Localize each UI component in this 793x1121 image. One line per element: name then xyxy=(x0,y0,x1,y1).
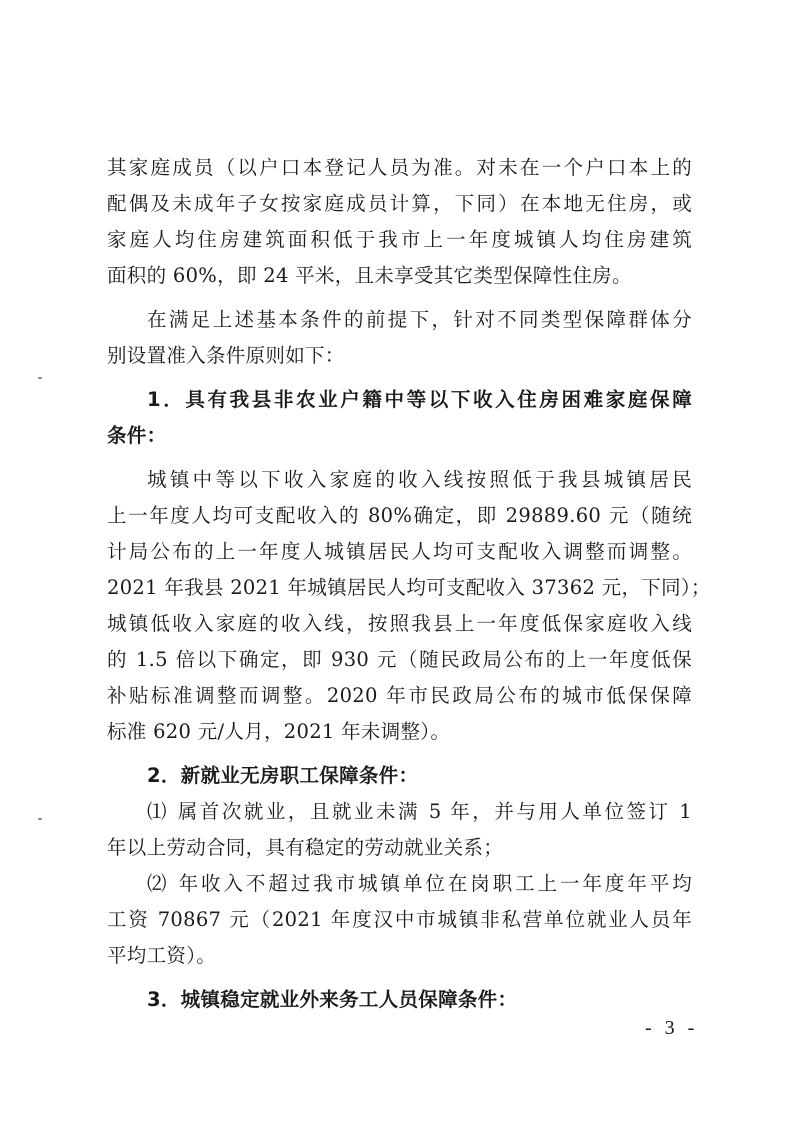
body-text xyxy=(107,150,711,1018)
paragraph-income-lines xyxy=(107,462,711,750)
section-heading-1 xyxy=(107,382,692,454)
section-heading-3 xyxy=(107,982,692,1018)
heading-line: 2．新就业无房职工保障条件： xyxy=(147,764,419,787)
text-line: 家庭人均住房建筑面积低于我市上一年度城镇人均住房建筑 xyxy=(107,228,692,251)
heading-line: 3．城镇稳定就业外来务工人员保障条件： xyxy=(147,988,518,1011)
paragraph-access-principles xyxy=(107,302,692,374)
text-line: 其家庭成员（以户口本登记人员为准。对未在一个户口本上的 xyxy=(107,156,692,179)
heading-line: 条件： xyxy=(107,424,167,447)
text-line: 上一年度人均可支配收入的 80%确定，即 29889.60 元（随统 xyxy=(107,504,692,527)
text-line: 城镇中等以下收入家庭的收入线按照低于我县城镇居民 xyxy=(147,468,692,491)
list-item-1 xyxy=(107,794,692,866)
text-line: 补贴标准调整而调整。2020 年市民政局公布的城市低保保障 xyxy=(107,684,692,707)
paragraph-household-definition xyxy=(107,150,692,294)
text-line: 别设置准入条件原则如下： xyxy=(107,344,345,367)
scan-speck xyxy=(38,818,42,820)
heading-line: 1．具有我县非农业户籍中等以下收入住房困难家庭保障 xyxy=(147,388,692,411)
text-line: 面积的 60%，即 24 平米，且未享受其它类型保障性住房。 xyxy=(107,264,632,287)
scan-speck xyxy=(38,377,42,379)
text-line: 城镇低收入家庭的收入线，按照我县上一年度低保家庭收入线 xyxy=(107,612,692,635)
text-line: 年以上劳动合同，具有稳定的劳动就业关系； xyxy=(107,836,504,859)
text-line: ⑵ 年收入不超过我市城镇单位在岗职工上一年度年平均 xyxy=(147,872,692,895)
page-number: - 3 - xyxy=(645,1017,699,1039)
text-line: 的 1.5 倍以下确定，即 930 元（随民政局公布的上一年度低保 xyxy=(107,648,692,671)
text-line: 2021 年我县 2021 年城镇居民人均可支配收入 37362 元，下同）； xyxy=(107,576,711,599)
section-heading-2 xyxy=(107,758,692,794)
text-line: 标准 620 元/人月，2021 年未调整）。 xyxy=(107,720,451,743)
text-line: 在满足上述基本条件的前提下，针对不同类型保障群体分 xyxy=(147,308,692,331)
text-line: 平均工资）。 xyxy=(107,944,217,967)
text-line: 计局公布的上一年度人城镇居民人均可支配收入调整而调整。 xyxy=(107,540,692,563)
text-line: 配偶及未成年子女按家庭成员计算，下同）在本地无住房，或 xyxy=(107,192,692,215)
list-item-2 xyxy=(107,866,692,974)
text-line: 工资 70867 元（2021 年度汉中市城镇非私营单位就业人员年 xyxy=(107,908,692,931)
text-line: ⑴ 属首次就业，且就业未满 5 年，并与用人单位签订 1 xyxy=(147,800,692,823)
